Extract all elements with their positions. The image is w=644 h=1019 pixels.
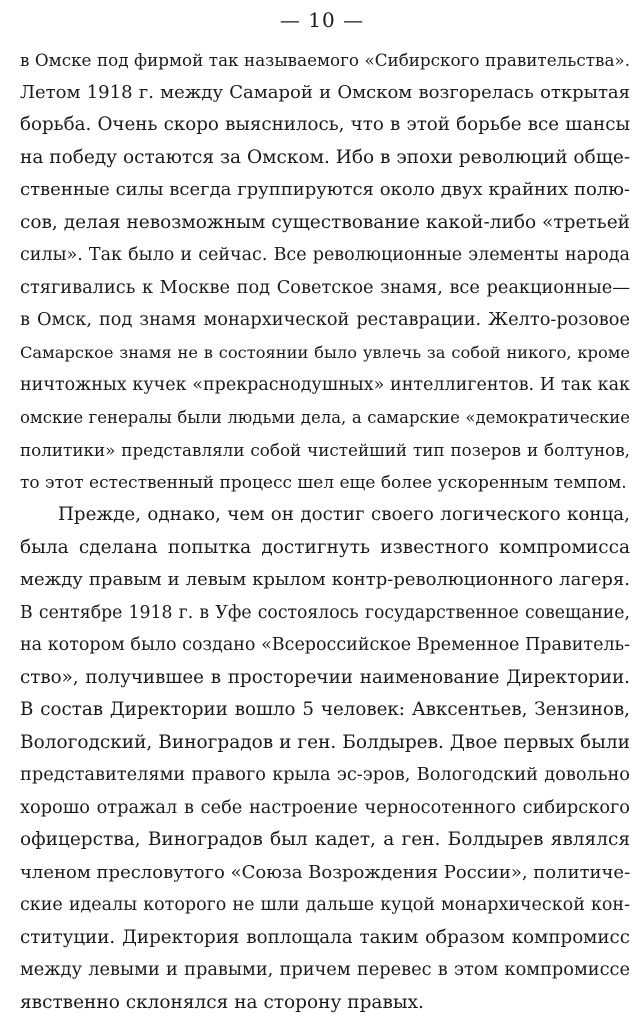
text-line: в Омск, под знамя монархической реставрации. Желто-розовое: [20, 304, 630, 337]
text-line: Прежде, однако, чем он достиг своего логического конца,: [20, 499, 630, 532]
text-line: омские генералы были людьми дела, а самарские «демократические: [20, 402, 630, 435]
text-line: ституции. Директория воплощала таким образом компромисс: [20, 922, 630, 955]
text-line: на котором было создано «Всероссийское Временное Правитель-: [20, 629, 630, 662]
text-line: В сентябре 1918 г. в Уфе состоялось государственное совещание,: [20, 597, 630, 630]
text-line: то этот естественный процесс шел еще более ускоренным темпом.: [20, 467, 630, 500]
text-line: силы». Так было и сейчас. Все революционные элементы народа: [20, 239, 630, 272]
text-line: Вологодский, Виноградов и ген. Болдырев. Двое первых были: [20, 727, 630, 760]
text-line: борьба. Очень скоро выяснилось, что в этой борьбе все шансы: [20, 109, 630, 142]
text-line: В состав Директории вошло 5 человек: Авксентьев, Зензинов,: [20, 694, 630, 727]
text-line: членом пресловутого «Союза Возрождения России», политиче-: [20, 857, 630, 890]
text-line: между правым и левым крылом контр-революционного лагеря.: [20, 564, 630, 597]
text-line: ские идеалы которого не шли дальше куцой монархической кон-: [20, 889, 630, 922]
text-line: сов, делая невозможным существование какой-либо «третьей: [20, 207, 630, 240]
text-line: политики» представляли собой чистейший тип позеров и болтунов,: [20, 434, 630, 467]
text-line: в Омске под фирмой так называемого «Сибирского правительства».: [20, 44, 630, 77]
text-line: ничтожных кучек «прекраснодушных» интеллигентов. И так как: [20, 369, 630, 402]
text-line: офицерства, Виноградов был кадет, а ген. Болдырев являлся: [20, 824, 630, 857]
text-line: явственно склонялся на сторону правых.: [20, 987, 630, 1019]
page-number: — 10 —: [0, 8, 644, 32]
text-line: стягивались к Москве под Советское знамя, все реакционные—: [20, 272, 630, 305]
text-line: представителями правого крыла эс-эров, Вологодский довольно: [20, 759, 630, 792]
text-line: на победу остаются за Омском. Ибо в эпохи революций обще-: [20, 142, 630, 175]
text-line: хорошо отражал в себе настроение черносотенного сибирского: [20, 792, 630, 825]
text-line: между левыми и правыми, причем перевес в этом компромиссе: [20, 954, 630, 987]
body-text: [20, 44, 630, 1019]
text-line: ственные силы всегда группируются около двух крайних полю-: [20, 174, 630, 207]
text-line: Летом 1918 г. между Самарой и Омском возгорелась открытая: [20, 77, 630, 110]
text-line: Самарское знамя не в состоянии было увлечь за собой никого, кроме: [20, 337, 630, 370]
text-line: была сделана попытка достигнуть известного компромисса: [20, 532, 630, 565]
text-line: ство», получившее в просторечии наименование Директории.: [20, 662, 630, 695]
